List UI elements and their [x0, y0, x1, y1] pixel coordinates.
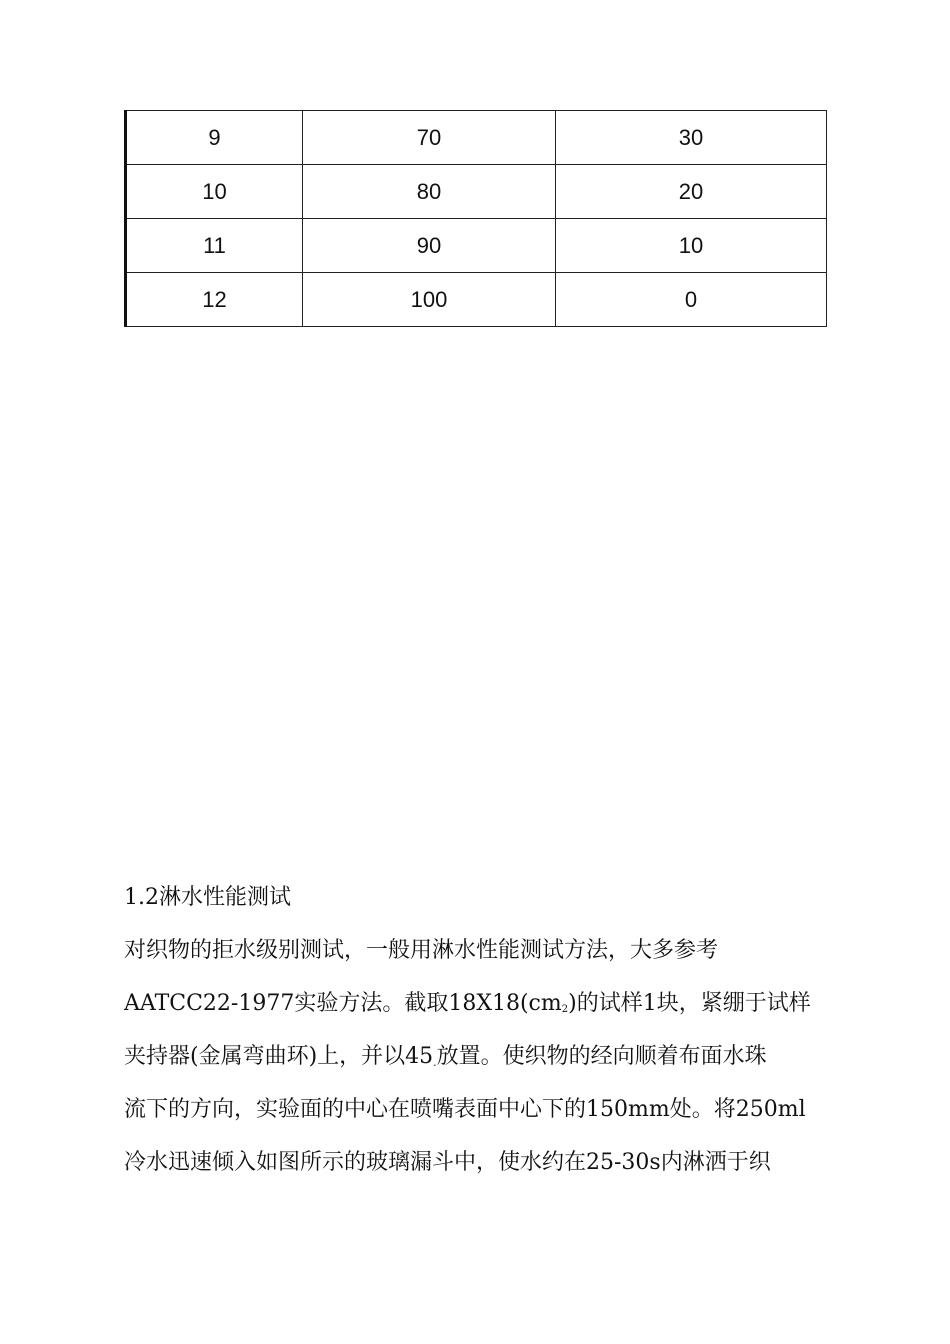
paragraph-text: )的试样1块，紧绷于试样: [568, 991, 811, 1016]
table-cell: 10: [126, 165, 303, 219]
paragraph-text: AATCC22-1977实验方法。截取18X18(cm: [124, 991, 562, 1016]
table-cell: 90: [303, 219, 556, 273]
paragraph-line: [124, 1039, 767, 1081]
table-cell: 10: [556, 219, 827, 273]
degree-mark: .: [433, 1056, 437, 1069]
table-row: [126, 273, 827, 327]
table-row: [126, 165, 827, 219]
table-cell: 20: [556, 165, 827, 219]
paragraph-line: 对织物的拒水级别测试，一般用淋水性能测试方法，大多参考: [124, 938, 719, 963]
paragraph-line: [124, 986, 811, 1028]
table-row: [126, 111, 827, 165]
data-table: [124, 110, 827, 327]
table-row: [126, 219, 827, 273]
table-cell: 70: [303, 111, 556, 165]
section-heading: 1.2淋水性能测试: [124, 885, 291, 910]
paragraph-text: 夹持器(金属弯曲环)上，并以45: [124, 1044, 434, 1069]
table-cell: 80: [303, 165, 556, 219]
table-cell: 0: [556, 273, 827, 327]
paragraph-line: 流下的方向，实验面的中心在喷嘴表面中心下的150mm处。将250ml: [124, 1097, 806, 1122]
paragraph-text: 放置。使织物的经向顺着布面水珠: [436, 1044, 767, 1069]
table-cell: 100: [303, 273, 556, 327]
subscript-text: 2: [561, 1004, 569, 1015]
paragraph-line: 冷水迅速倾入如图所示的玻璃漏斗中，使水约在25-30s内淋洒于织: [124, 1150, 771, 1175]
table-cell: 9: [126, 111, 303, 165]
table-cell: 11: [126, 219, 303, 273]
table-cell: 12: [126, 273, 303, 327]
table-cell: 30: [556, 111, 827, 165]
